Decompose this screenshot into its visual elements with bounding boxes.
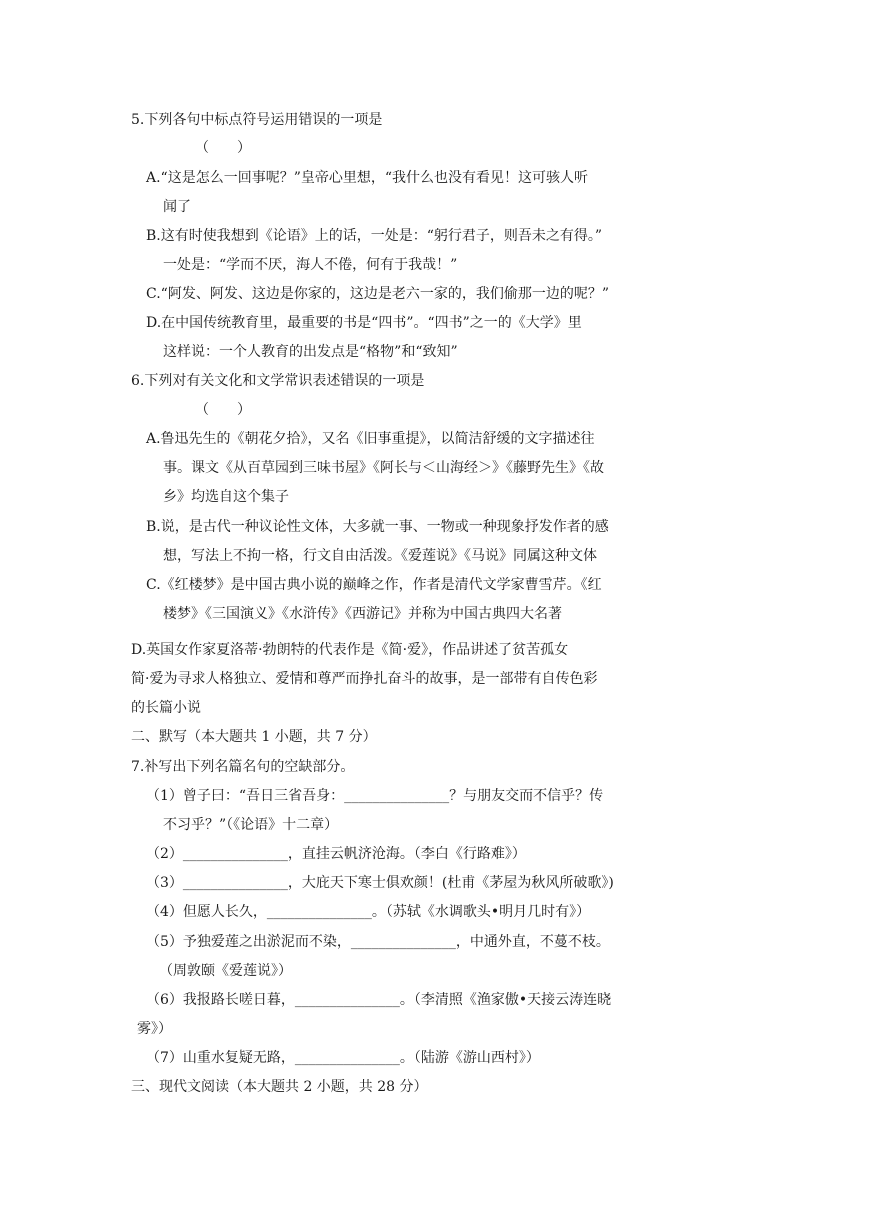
q5-answer-paren: （ ）: [195, 140, 251, 156]
q7-item-1-line1: （1）曾子曰：“吾日三省吾身：_______________？与朋友交而不信乎？传: [146, 788, 604, 804]
q6-option-d-line3: 的长篇小说: [131, 700, 201, 716]
q7-item-6-line2: 雾》）: [137, 1021, 172, 1037]
q6-option-a-line1: A.鲁迅先生的《朝花夕拾》，又名《旧事重提》，以简洁舒缓的文字描述往: [146, 431, 595, 447]
q5-option-b-line2: 一处是：“学而不厌，海人不倦，何有于我哉！”: [163, 257, 458, 273]
q7-item-4: （4）但愿人长久，_______________。（苏轼《水调歌头•明月几时有》）: [146, 904, 591, 920]
q5-option-b-line1: B.这有时使我想到《论语》上的话，一处是：“躬行君子，则吾未之有得。”: [146, 228, 603, 244]
q7-item-7: （7）山重水复疑无路，_______________。（陆游《游山西村》）: [146, 1050, 540, 1066]
q7-stem: 7.补写出下列名篇名句的空缺部分。: [131, 759, 355, 775]
q6-stem: 6.下列对有关文化和文学常识表述错误的一项是: [131, 373, 425, 389]
section-2-heading: 二、默写（本大题共 1 小题，共 7 分）: [131, 729, 377, 745]
q5-option-d-line2: 这样说：一个人教育的出发点是“格物”和“致知”: [163, 344, 458, 360]
q5-option-a-line2: 闻了: [163, 199, 191, 215]
q6-option-c-line2: 楼梦》《三国演义》《水浒传》《西游记》并称为中国古典四大名著: [163, 606, 562, 622]
q7-item-1-line2: 不习乎？”（《论语》十二章）: [163, 817, 339, 833]
q5-option-a-line1: A.“这是怎么一回事呢？”皇帝心里想，“我什么也没有看见！这可骇人听: [146, 170, 589, 186]
q7-item-5-line2: （周敦颐《爱莲说》）: [159, 963, 292, 979]
q6-option-b-line2: 想，写法上不拘一格，行文自由活泼。《爱莲说》《马说》同属这种文体: [163, 548, 597, 564]
q7-item-6-line1: （6）我报路长嗟日暮，_______________。（李清照《渔家傲•天接云涛连晓: [146, 992, 612, 1008]
section-3-heading: 三、现代文阅读（本大题共 2 小题，共 28 分）: [131, 1079, 428, 1095]
q6-option-d-line1: D.英国女作家夏洛蒂·勃朗特的代表作是《简·爱》，作品讲述了贫苦孤女: [131, 642, 569, 658]
q7-item-5-line1: （5）予独爱莲之出淤泥而不染，_______________，中通外直，不蔓不枝。: [146, 934, 610, 950]
q6-option-a-line3: 乡》均选自这个集子: [163, 489, 289, 505]
q5-option-c-line1: C.“阿发、阿发、这边是你家的，这边是老六一家的，我们偷那一边的呢？”: [146, 286, 609, 302]
q6-answer-paren: （ ）: [195, 402, 251, 418]
q7-item-3: （3）_______________，大庇天下寒士俱欢颜！(杜甫《茅屋为秋风所破歌》): [146, 875, 614, 891]
q6-option-c-line1: C.《红楼梦》是中国古典小说的巅峰之作，作者是清代文学家曹雪芹。《红: [146, 577, 602, 593]
q6-option-d-line2: 简·爱为寻求人格独立、爱情和尊严而挣扎奋斗的故事，是一部带有自传色彩: [131, 671, 598, 687]
q5-stem: 5.下列各句中标点符号运用错误的一项是: [131, 112, 383, 128]
q6-option-b-line1: B.说，是古代一种议论性文体，大多就一事、一物或一种现象抒发作者的感: [146, 519, 609, 535]
q7-item-2: （2）_______________，直挂云帆济沧海。（李白《行路难》）: [146, 846, 526, 862]
q6-option-a-line2: 事。课文《从百草园到三味书屋》《阿长与＜山海经＞》《藤野先生》《故: [163, 460, 604, 476]
q5-option-d-line1: D.在中国传统教育里，最重要的书是“四书”。“四书”之一的《大学》里: [146, 315, 582, 331]
